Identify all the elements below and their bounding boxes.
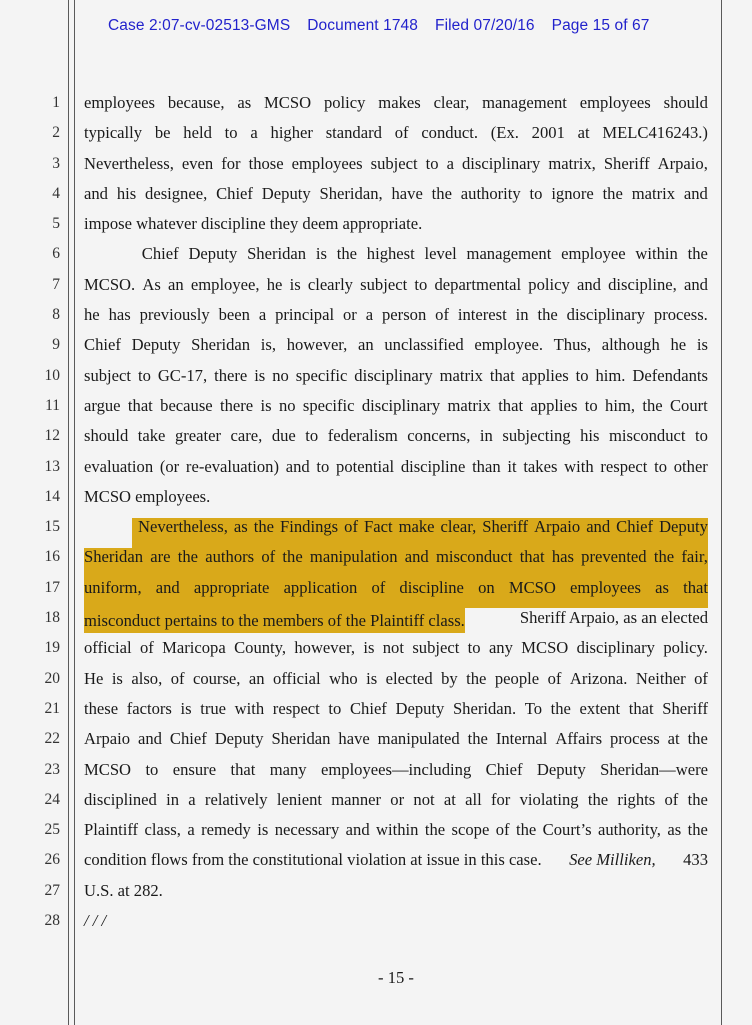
line-number: 17: [44, 578, 60, 596]
line-content: He is also, of course, an official who is elected by the people of Arizona. Neither of: [84, 668, 708, 688]
line-content: argue that because there is no specific disciplinary matrix that applies to him, the Court: [84, 395, 708, 415]
line-number: 21: [44, 699, 60, 717]
line-number: 3: [52, 154, 60, 172]
line-content: Arpaio and Chief Deputy Sheridan have manipulated the Internal Affairs process at the: [84, 729, 708, 749]
line-number: 16: [44, 548, 60, 566]
line-content: Nevertheless, as the Findings of Fact make clear, Sheriff Arpaio and Chief Deputy: [138, 517, 708, 537]
highlighted-text: misconduct pertains to the members of the Plaintiff class.: [84, 603, 465, 633]
line-content: Sheridan are the authors of the manipulation and misconduct that has prevented the fair,: [84, 547, 708, 567]
document-line: [0, 179, 752, 209]
document-line-highlighted: [0, 542, 752, 572]
document-line: [0, 88, 752, 118]
document-line: [0, 876, 752, 906]
line-number: 18: [44, 609, 60, 627]
line-content: subject to GC-17, there is no specific disciplinary matrix that applies to him. Defendants: [84, 365, 708, 385]
line-content: MCSO employees.: [84, 486, 211, 506]
document-line: [0, 118, 752, 148]
line-content: Plaintiff class, a remedy is necessary and within the scope of the Court’s authority, as the: [84, 820, 708, 840]
document-line: [0, 361, 752, 391]
document-line: [0, 270, 752, 300]
line-number: 24: [44, 790, 60, 808]
document-line: [0, 482, 752, 512]
line-number: 27: [44, 881, 60, 899]
document-line: [0, 421, 752, 451]
document-line: [0, 785, 752, 815]
line-content: MCSO. As an employee, he is clearly subject to departmental policy and discipline, and: [84, 274, 708, 294]
document-line: [0, 300, 752, 330]
line-content: typically be held to a higher standard of conduct. (Ex. 2001 at MELC416243.): [84, 123, 708, 143]
line-content: disciplined in a relatively lenient manner or not at all for violating the rights of the: [84, 789, 708, 809]
line-number: 20: [44, 669, 60, 687]
line-number: 8: [52, 306, 60, 324]
ecf-header-stamp: [108, 17, 649, 35]
line-content: Nevertheless, even for those employees subject to a disciplinary matrix, Sheriff Arpaio,: [84, 153, 708, 173]
line-content: impose whatever discipline they deem appropriate.: [84, 214, 423, 234]
line-number: 28: [44, 912, 60, 930]
document-line: [0, 724, 752, 754]
line-content: he has previously been a principal or a person of interest in the disciplinary process.: [84, 305, 708, 325]
document-line: [0, 664, 752, 694]
line-number: 26: [44, 851, 60, 869]
document-line: [0, 755, 752, 785]
document-line: [0, 452, 752, 482]
line-content: U.S. at 282.: [84, 880, 163, 900]
line-content: should take greater care, due to federalism concerns, in subjecting his misconduct to: [84, 426, 708, 446]
ecf-page-number: Page 15 of 67: [551, 17, 650, 34]
line-number: 6: [52, 245, 60, 263]
document-line: [0, 209, 752, 239]
document-line: [0, 845, 752, 875]
page-footer: - 15 -: [378, 968, 414, 987]
line-content: Chief Deputy Sheridan is the highest level management employee within the: [141, 244, 708, 264]
line-content: employees because, as MCSO policy makes clear, management employees should: [84, 93, 708, 112]
line-number: 7: [52, 275, 60, 293]
plain-text: Sheriff Arpaio, as an elected: [519, 608, 708, 628]
document-line: [0, 239, 752, 269]
document-line: [0, 815, 752, 845]
citation-volume: 433: [683, 850, 708, 870]
line-number: 14: [44, 487, 60, 505]
document-line: [0, 633, 752, 663]
line-content: these factors is true with respect to Chief Deputy Sheridan. To the extent that Sheriff: [84, 698, 708, 718]
line-content: / / /: [84, 911, 107, 931]
line-content: MCSO to ensure that many employees—including Chief Deputy Sheridan—were: [84, 759, 708, 779]
line-number: 5: [52, 215, 60, 233]
line-content: official of Maricopa County, however, is not subject to any MCSO disciplinary policy.: [84, 638, 708, 658]
line-number: 23: [44, 760, 60, 778]
ecf-document-number: Document 1748: [307, 17, 418, 34]
line-number: 11: [45, 396, 60, 414]
line-number: 9: [52, 336, 60, 354]
case-citation-italic: See Milliken,: [569, 850, 656, 870]
ecf-case-number: Case 2:07-cv-02513-GMS: [108, 17, 291, 34]
line-content: [84, 603, 708, 633]
line-number: 12: [44, 427, 60, 445]
line-number: 25: [44, 821, 60, 839]
line-number: 15: [44, 518, 60, 536]
line-number: 19: [44, 639, 60, 657]
document-line: [0, 330, 752, 360]
line-number: 1: [52, 94, 60, 111]
line-content: and his designee, Chief Deputy Sheridan, have the authority to ignore the matrix and: [84, 183, 708, 203]
line-content: [84, 845, 708, 875]
line-number: 2: [52, 124, 60, 142]
document-line: [0, 391, 752, 421]
document-line-highlighted: [0, 603, 752, 633]
document-line-highlighted: [0, 512, 752, 542]
line-number: 4: [52, 184, 60, 202]
line-number: 10: [44, 366, 60, 384]
document-line: [0, 149, 752, 179]
line-content: uniform, and appropriate application of discipline on MCSO employees as that: [84, 577, 708, 597]
document-line-highlighted: [0, 573, 752, 603]
document-line: [0, 694, 752, 724]
line-content: evaluation (or re-evaluation) and to potential discipline than it takes with respect to other: [84, 456, 708, 476]
line-number: 13: [44, 457, 60, 475]
document-line: [0, 906, 752, 936]
line-content: Chief Deputy Sheridan is, however, an unclassified employee. Thus, although he is: [84, 335, 708, 355]
citation-lead-text: condition flows from the constitutional violation at issue in this case.: [84, 850, 542, 870]
line-number: 22: [44, 730, 60, 748]
ecf-filed-date: Filed 07/20/16: [435, 17, 535, 34]
document-body: [0, 88, 752, 936]
